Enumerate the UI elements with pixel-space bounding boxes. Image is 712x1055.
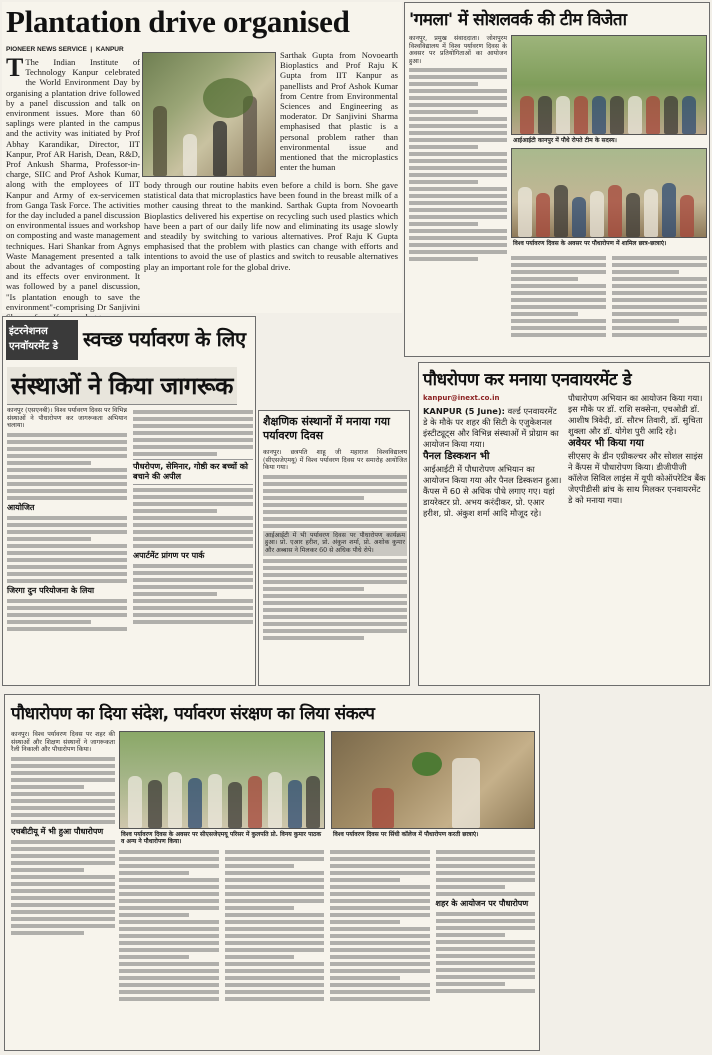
inext-para-2: आईआईटी में पौधारोपण अभियान का आयोजन किया गया और पैनल डिस्कशन हुआ। कैंपस में 60 से अधिक पौधे लगाए गए। यहां डायरेक्टर प्रो. अभय करंदीकर, प्रो. एआर हरीश, प्रो. अंकुश शर्मा आदि मौजूद रहे।	[423, 464, 562, 518]
shaikshanik-highlight: आईआईटी में भी पर्यावरण दिवस पर पौधारोपण कार्यक्रम हुआ। प्रो. एआर हरीश, प्रो. अंकुश शर्मा, प्रो. अशोक कुमार और अब्बास ने मिलकर 60 से अधिक पौधे रोपे।	[265, 531, 405, 554]
pioneer-byline	[6, 46, 124, 53]
kicker-line-2: एनवॉयरमेंट डे	[9, 341, 58, 352]
dropcap-icon: T	[6, 53, 24, 82]
col1-text: The Indian Institute of Technology Kanpur celebrated the World Environment Day by organising a plantation drive followed by a panel discussion and talk on environment issues. More than 60 saplings were planted in the campus and the activity was initiated by Prof Abhay Karandikar, Director, IIT Kanpur, Prof AR Harish, Dean, R&D, Prof Ankush Sharma, Professor-in-charge, SIIC and Prof Ashok Kumar, along with the employees of IIT Kanpur and Army of ex-servicemen from Ganga Task Force. The activities for the day included a panel discussion on environmental issues and workshop on composting and waste management techniques. Hari Shankar from Agnys Waste Management presented a talk about the advantages of composting and its effects over environment. It was followed by a panel discussion, "Is plantation enough to save the environment"-comprising Dr Sanjivini	[6, 57, 140, 312]
kicker-line-1: इंटरनेशनल	[9, 326, 48, 337]
sandesh-headline: पौधारोपण का दिया संदेश, पर्यावरण संरक्षण का लिया संकल्प	[11, 704, 375, 724]
shaikshanik-body	[263, 449, 407, 683]
shaikshanik-headline: शैक्षणिक संस्थानों में मनाया गया पर्यावरण दिवस	[263, 415, 391, 442]
inext-email: kanpur@inext.co.in	[423, 394, 500, 402]
gamla-photo-2-caption: विश्व पर्यावरण दिवस के अवसर पर पौधारोपण में शामिल छात्र-छात्राएं।	[513, 240, 667, 247]
sandesh-lead: कानपुर। विश्व पर्यावरण दिवस पर शहर की संस्थाओं और शिक्षण संस्थानों ने जागरूकता रैली निकाली और पौधारोपण किया।	[11, 731, 115, 754]
gamla-article	[404, 2, 710, 357]
byline-source: PIONEER NEWS SERVICE	[6, 46, 87, 53]
inext-dateline: KANPUR (5 June):	[423, 406, 505, 416]
svachh-subhead-1: पौधरोपण, सेमिनार, गोष्ठी कर बच्चों को बचाने की अपील	[133, 459, 253, 485]
gamla-lead: कानपुर, प्रमुख संवाददाता। जोशपुरम विश्वविद्यालय में विश्व पर्यावरण दिवस के अवसर पर प्रतियोगिताओं का आयोजन हुआ।	[409, 35, 507, 65]
inext-subhead-2: अवेयर भी किया गया	[568, 438, 644, 449]
gamla-body-left	[409, 35, 507, 355]
pioneer-column-2-bottom: body through our routine habits even before a child is born. She gave statistical data that microplastics have been found in the breast milk of a mother causing threat to the mankind. Sarthak Gupta from Novoearth Bioplastics delivered his expertise on recycling such used plastics which have been a part of our daily life now and eliminating its usage slowly and steadily by switching to various alternatives. Prof Raju K Gupta emphasised that the problem with plastics can change with efforts and intentions to avoid the use of plastics and switch to reusable alternatives play an important role for the global drive.	[144, 180, 398, 272]
sandesh-subhead-2: शहर के आयोजन पर पौधारोपण	[435, 899, 529, 908]
svachh-subhead-3: आयोजित	[7, 502, 35, 512]
gamla-photo-2	[511, 148, 707, 238]
inext-col2-para-1: पौधारोपण अभियान का आयोजन किया गया। इस मौके पर डॉ. राशि सक्सेना, एचओडी डॉ. आशीष त्रिवेदी, डॉ. सौरभ तिवारी, डॉ. सुचिता शुक्ला और डॉ. योगेश पुरी आदि रहे।	[568, 393, 703, 436]
byline-place: KANPUR	[95, 46, 124, 53]
pioneer-column-2-top: Sarthak Gupta from Novoearth Bioplastics and Prof Raju K Gupta from IIT Kanpur as panellists and Prof Ashok Kumar from Centre from Environmental Sciences and Engineering as moderator. Dr Sanjivini Sharma emphasised that plastic is a personal problem rather than environmental issue and mentioned that the microplastics enter the human	[280, 50, 398, 173]
sandesh-columns	[119, 847, 535, 1047]
inext-columns	[423, 393, 707, 683]
inext-headline: पौधरोपण कर मनाया एनवायरमेंट डे	[423, 370, 632, 390]
svachh-article	[2, 316, 256, 686]
sandesh-article	[4, 694, 540, 1051]
inext-article	[418, 362, 710, 686]
gamla-photo-1	[511, 35, 707, 135]
svachh-subhead-5: अपार्टमेंट प्रांगण पर पार्क	[133, 551, 205, 560]
sandesh-photo-2-caption: विश्व पर्यावरण दिवस पर सिंधी कॉलेज में पौधारोपण करती छात्राएं।	[333, 831, 479, 838]
svachh-columns	[7, 407, 253, 683]
sandesh-subhead-1: एचबीटीयू में भी हुआ पौधारोपण	[11, 826, 104, 836]
svachh-kicker	[6, 320, 78, 360]
pioneer-headline: Plantation drive organised	[6, 4, 350, 39]
sandesh-photo-2	[331, 731, 535, 829]
svachh-subhead-4: जिरगा दुन परियोजना के लिया	[7, 585, 95, 595]
byline-sep-icon: |	[88, 46, 95, 53]
sandesh-left-column	[11, 731, 115, 1047]
pioneer-column-1	[6, 53, 140, 312]
pioneer-photo	[142, 52, 276, 177]
sandesh-photo-1	[119, 731, 325, 829]
pioneer-article	[2, 2, 402, 313]
inext-lead: वर्ल्ड एनवायरमेंट डे के मौके पर शहर की सिटी के एजुकेशनल इंस्टीट्यूट्स और विभिन्न संस्थाओं में प्रोग्राम का आयोजन किया गया।	[423, 406, 559, 449]
gamla-body-right	[511, 253, 707, 353]
gamla-headline: 'गमला' में सोशलवर्क की टीम विजेता	[409, 10, 627, 30]
svachh-lead: कानपुर (एसएनबी)। विश्व पर्यावरण दिवस पर विभिन्न संस्थाओं ने पौधारोपण कर जागरूकता अभियान चलाया।	[7, 407, 127, 430]
inext-lead-para	[423, 406, 562, 450]
inext-col2-para-2: सीएसए के डीन एग्रीकल्चर और सोशल साइंस ने कैंपस में पौधारोपण किया। डीजीपीजी कॉलेज सिविल लाइंस में यूपी कोऑपरेटिव बैंक जेएपीडीसी ब्रांच के साथ मिलकर एनवायरमेंट डे को मनाया गया।	[568, 451, 706, 505]
shaikshanik-lead: कानपुर। छत्रपति शाहू जी महाराज विश्वविद्यालय (सीएसजेएमयू) में विश्व पर्यावरण दिवस पर समारोह आयोजित किया गया।	[263, 449, 407, 472]
svachh-headline-1: स्वच्छ पर्यावरण के लिए	[83, 327, 246, 351]
svachh-headline-2: संस्थाओं ने किया जागरूक	[7, 367, 237, 405]
sandesh-photo-1-caption: विश्व पर्यावरण दिवस के अवसर पर सीएसजेएमयू परिसर में कुलपति प्रो. विनय कुमार पाठक व अन्य ने पौधारोपण किया।	[121, 831, 322, 845]
gamla-photo-1-caption: आईआईटी कानपुर में पौधे रोपते टीम के सदस्य।	[513, 137, 617, 144]
shaikshanik-article	[258, 410, 410, 686]
inext-subhead-1: पैनल डिस्कशन भी	[423, 451, 490, 462]
